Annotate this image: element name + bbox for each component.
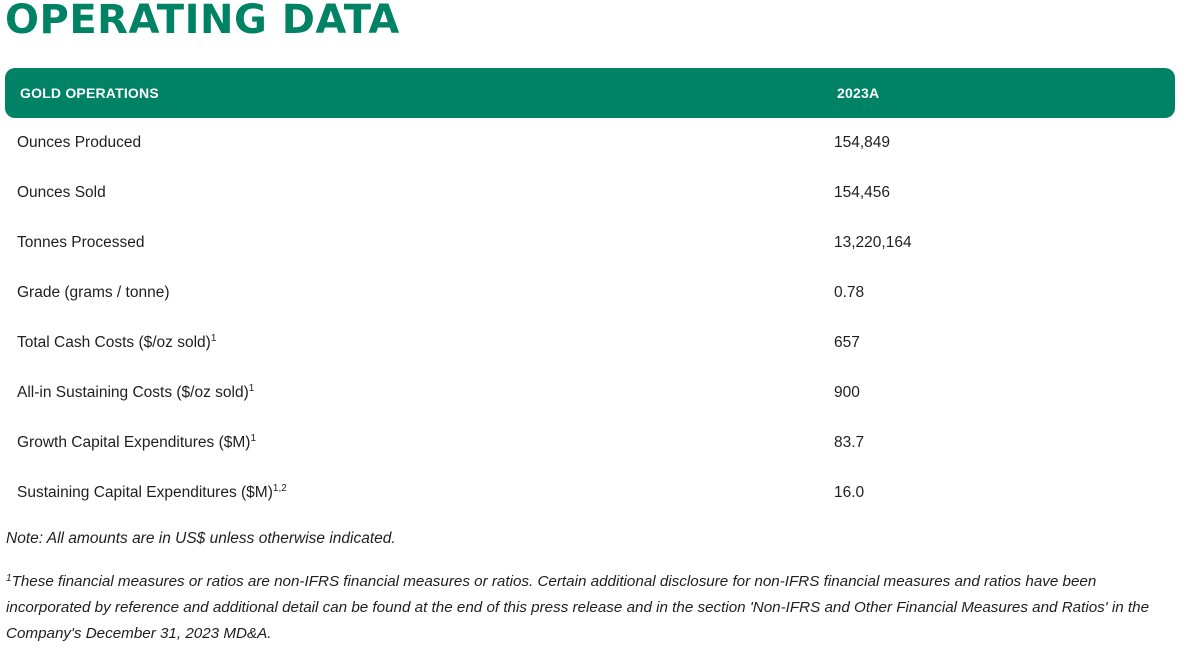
row-value: 154,456 (834, 184, 891, 201)
row-value: 83.7 (834, 434, 865, 451)
header-gold-operations: GOLD OPERATIONS (20, 85, 159, 101)
row-label: Ounces Sold (17, 184, 106, 201)
footnote-ref: 1 (250, 433, 257, 444)
footnote-ref: 1,2 (272, 483, 287, 494)
row-label: Total Cash Costs ($/oz sold)$^1$ (17, 333, 217, 351)
table-row (5, 168, 1175, 218)
operating-data-table (5, 68, 1175, 518)
page-title: OPERATING DATA (5, 0, 400, 43)
footnote-ref: 1 (210, 333, 217, 344)
table-row (5, 118, 1175, 168)
table-row (5, 418, 1175, 468)
row-value: 900 (834, 384, 860, 401)
table-header-row (5, 68, 1175, 118)
row-label: Grade (grams / tonne) (17, 284, 170, 301)
footnote (6, 569, 1174, 647)
row-label: All-in Sustaining Costs ($/oz sold)$^1$ (17, 383, 255, 401)
header-year: 2023A (837, 85, 880, 101)
footnote-ref: 1 (248, 383, 255, 394)
row-value: 657 (834, 334, 860, 351)
row-label: Ounces Produced (17, 134, 142, 151)
table-row (5, 268, 1175, 318)
row-label: Tonnes Processed (17, 234, 145, 251)
row-value: 13,220,164 (834, 234, 912, 251)
currency-note: Note: All amounts are in US$ unless otherwise indicated. (6, 530, 396, 547)
table-row (5, 468, 1175, 518)
table-row (5, 218, 1175, 268)
row-value: 0.78 (834, 284, 865, 301)
row-value: 16.0 (834, 484, 865, 501)
table-row (5, 368, 1175, 418)
footnote-text: These financial measures or ratios are non-IFRS financial measures or ratios. Certain additional disclosure for non-IFRS financial measures and ratios have been incorporated by reference and additional detail can be found at the end of this press release and in the section 'Non-IFRS and Other Financial Measures and Ratios' in the Company's December 31, 2023 MD&A. (6, 573, 1150, 642)
row-label: Growth Capital Expenditures ($M)$^1$ (17, 433, 257, 451)
row-value: 154,849 (834, 134, 891, 151)
table-row (5, 318, 1175, 368)
footnote-marker: 1 (6, 573, 12, 584)
row-label: Sustaining Capital Expenditures ($M)$^{1,2}$ (17, 483, 287, 501)
